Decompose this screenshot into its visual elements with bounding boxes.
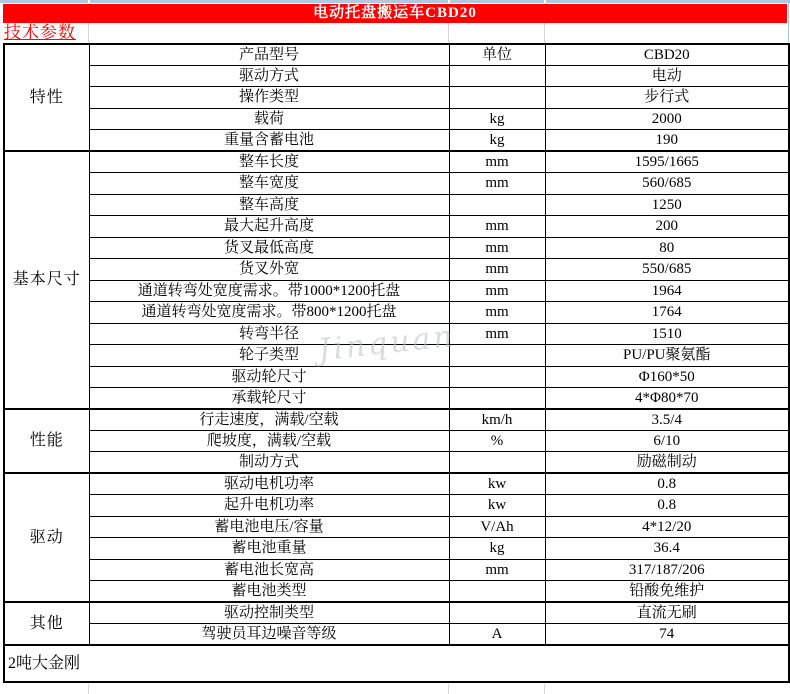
unit-cell: kw — [449, 495, 545, 516]
gridline — [544, 684, 545, 694]
table-row — [4, 302, 789, 323]
param-cell: 整车高度 — [89, 194, 449, 215]
unit-cell: A — [449, 624, 545, 645]
table-row — [4, 108, 789, 129]
param-cell: 驱动轮尺寸 — [89, 366, 449, 387]
param-cell: 通道转弯处宽度需求。带800*1200托盘 — [89, 302, 449, 323]
param-cell: 产品型号 — [89, 44, 449, 65]
param-cell: 蓄电池类型 — [89, 581, 449, 602]
table-row — [4, 430, 789, 451]
unit-cell: V/Ah — [449, 516, 545, 537]
grid-tick — [88, 0, 90, 3]
table-row — [4, 87, 789, 108]
category-cell: 驱动 — [4, 473, 89, 602]
param-cell: 起升电机功率 — [89, 495, 449, 516]
spec-table — [3, 43, 790, 683]
table-row — [4, 194, 789, 215]
param-cell: 货叉外宽 — [89, 259, 449, 280]
value-cell: CBD20 — [545, 44, 789, 65]
table-row — [4, 409, 789, 430]
table-row — [4, 151, 789, 172]
unit-cell — [449, 345, 545, 366]
spec-table-body — [4, 44, 789, 682]
param-cell: 整车长度 — [89, 151, 449, 172]
category-cell: 基本尺寸 — [4, 151, 89, 409]
unit-cell — [449, 452, 545, 473]
gridline — [448, 23, 449, 43]
unit-cell: mm — [449, 237, 545, 258]
param-cell: 蓄电池重量 — [89, 538, 449, 559]
value-cell: 36.4 — [545, 538, 789, 559]
table-row — [4, 388, 789, 409]
value-cell: 4*Φ80*70 — [545, 388, 789, 409]
value-cell: PU/PU聚氨酯 — [545, 345, 789, 366]
value-cell: 铅酸免维护 — [545, 581, 789, 602]
footer-note: 2吨大金刚 — [4, 645, 789, 682]
watermark: Jinquan — [316, 318, 458, 369]
value-cell: 200 — [545, 216, 789, 237]
param-cell: 轮子类型 — [89, 345, 449, 366]
param-cell: 蓄电池长宽高 — [89, 559, 449, 580]
unit-cell: mm — [449, 302, 545, 323]
unit-cell: kg — [449, 108, 545, 129]
category-cell: 其他 — [4, 602, 89, 645]
value-cell: 550/685 — [545, 259, 789, 280]
unit-cell — [449, 366, 545, 387]
unit-cell: % — [449, 430, 545, 451]
unit-cell: kg — [449, 130, 545, 151]
value-cell: 560/685 — [545, 173, 789, 194]
value-cell: 3.5/4 — [545, 409, 789, 430]
table-row — [4, 366, 789, 387]
unit-cell: mm — [449, 559, 545, 580]
gridline — [88, 684, 89, 694]
param-cell: 行走速度，满载/空载 — [89, 409, 449, 430]
value-cell: 1510 — [545, 323, 789, 344]
table-row — [4, 495, 789, 516]
unit-cell: mm — [449, 216, 545, 237]
title-banner: 电动托盘搬运车CBD20 — [3, 4, 787, 23]
unit-cell — [449, 194, 545, 215]
unit-cell: mm — [449, 173, 545, 194]
unit-cell: mm — [449, 151, 545, 172]
table-row — [4, 473, 789, 494]
value-cell: 电动 — [545, 65, 789, 86]
category-cell: 性能 — [4, 409, 89, 473]
param-cell: 蓄电池电压/容量 — [89, 516, 449, 537]
table-row — [4, 323, 789, 344]
value-cell: 190 — [545, 130, 789, 151]
value-cell: 步行式 — [545, 87, 789, 108]
table-row — [4, 216, 789, 237]
unit-cell: mm — [449, 280, 545, 301]
unit-cell — [449, 602, 545, 623]
value-cell: 0.8 — [545, 473, 789, 494]
unit-cell: mm — [449, 323, 545, 344]
table-row — [4, 65, 789, 86]
gridline — [788, 0, 789, 43]
unit-cell — [449, 388, 545, 409]
gridline — [88, 23, 89, 43]
value-cell: 6/10 — [545, 430, 789, 451]
grid-tick — [544, 0, 546, 3]
value-cell: 励磁制动 — [545, 452, 789, 473]
table-row — [4, 538, 789, 559]
value-cell: 2000 — [545, 108, 789, 129]
category-cell: 特性 — [4, 44, 89, 151]
table-row — [4, 452, 789, 473]
param-cell: 爬坡度，满载/空载 — [89, 430, 449, 451]
value-cell: 直流无刷 — [545, 602, 789, 623]
value-cell: 4*12/20 — [545, 516, 789, 537]
tech-params-label: 技术参数 — [4, 23, 76, 42]
param-cell: 通道转弯处宽度需求。带1000*1200托盘 — [89, 280, 449, 301]
table-row — [4, 516, 789, 537]
value-cell: 1250 — [545, 194, 789, 215]
unit-cell: kg — [449, 538, 545, 559]
table-row — [4, 237, 789, 258]
unit-cell — [449, 87, 545, 108]
table-row — [4, 624, 789, 645]
param-cell: 操作类型 — [89, 87, 449, 108]
param-cell: 驾驶员耳边噪音等级 — [89, 624, 449, 645]
value-cell: 74 — [545, 624, 789, 645]
param-cell: 驱动电机功率 — [89, 473, 449, 494]
param-cell: 驱动方式 — [89, 65, 449, 86]
param-cell: 整车宽度 — [89, 173, 449, 194]
value-cell: 0.8 — [545, 495, 789, 516]
value-cell: Φ160*50 — [545, 366, 789, 387]
unit-cell: 单位 — [449, 44, 545, 65]
param-cell: 最大起升高度 — [89, 216, 449, 237]
param-cell: 重量含蓄电池 — [89, 130, 449, 151]
grid-tick — [448, 0, 450, 3]
param-cell: 制动方式 — [89, 452, 449, 473]
table-row — [4, 345, 789, 366]
unit-cell — [449, 581, 545, 602]
value-cell: 1964 — [545, 280, 789, 301]
table-row — [4, 645, 789, 682]
table-row — [4, 559, 789, 580]
table-row — [4, 130, 789, 151]
param-cell: 驱动控制类型 — [89, 602, 449, 623]
table-row — [4, 581, 789, 602]
gridline — [448, 684, 449, 694]
value-cell: 1764 — [545, 302, 789, 323]
param-cell: 转弯半径 — [89, 323, 449, 344]
param-cell: 承载轮尺寸 — [89, 388, 449, 409]
sheet-row-strip — [0, 0, 790, 3]
table-row — [4, 280, 789, 301]
unit-cell: mm — [449, 259, 545, 280]
value-cell: 317/187/206 — [545, 559, 789, 580]
param-cell: 载荷 — [89, 108, 449, 129]
unit-cell: km/h — [449, 409, 545, 430]
unit-cell: kw — [449, 473, 545, 494]
value-cell: 80 — [545, 237, 789, 258]
param-cell: 货叉最低高度 — [89, 237, 449, 258]
table-row — [4, 173, 789, 194]
gridline — [544, 23, 545, 43]
value-cell: 1595/1665 — [545, 151, 789, 172]
unit-cell — [449, 65, 545, 86]
table-row — [4, 259, 789, 280]
table-row — [4, 44, 789, 65]
table-row — [4, 602, 789, 623]
